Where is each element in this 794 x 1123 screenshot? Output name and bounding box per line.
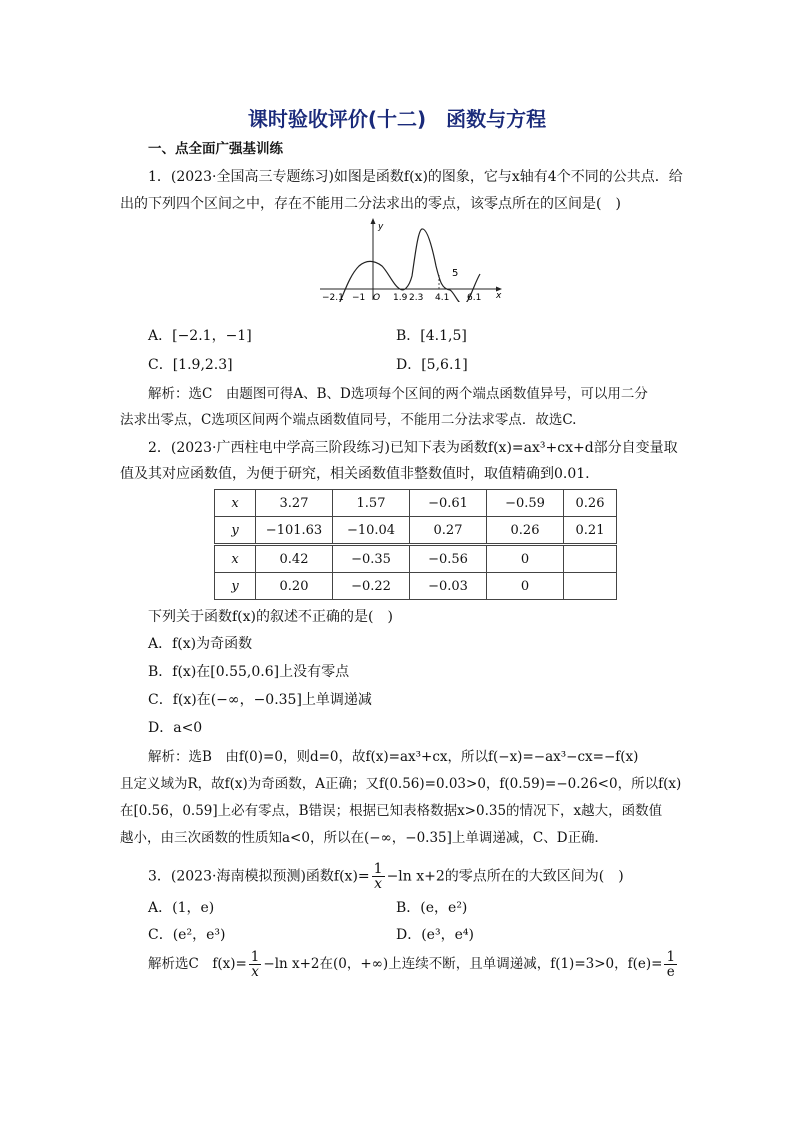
q1-option-a: A．[−2.1，−1] [148, 328, 252, 344]
q2-option-c: C．f(x)在(−∞，−0.35]上单调递减 [148, 692, 372, 708]
q3-analysis-fraction-numerator: 1 [250, 949, 260, 965]
tick-origin: O [373, 293, 381, 302]
q2-value-table [214, 489, 617, 600]
q3-fraction-denominator: x [374, 876, 383, 892]
q3-stem [148, 862, 624, 891]
table-cell: 0.27 [410, 517, 487, 545]
table-cell: 0.26 [564, 490, 617, 517]
q3-analysis-prefix: 解析选C f(x)= [148, 956, 247, 972]
table-cell: 0.21 [564, 517, 617, 545]
q3-option-c: C．(e²，e³) [148, 927, 226, 943]
table-cell: y [215, 573, 256, 600]
table-cell: x [215, 490, 256, 517]
q3-option-a: A．(1，e) [148, 900, 215, 916]
q3-analysis-suffix: −ln x+2在(0，+∞)上连续不断，且单调递减，f(1)=3>0，f(e)= [263, 956, 663, 972]
q2-prompt: 下列关于函数f(x)的叙述不正确的是( ) [148, 609, 393, 625]
q3-analysis [148, 950, 677, 979]
q1-analysis-line1: 解析：选C 由题图可得A、B、D选项每个区间的两个端点函数值异号，可以用二分 [148, 386, 648, 402]
table-cell: −10.04 [333, 517, 410, 545]
tick-neg-2-1: −2.1 [322, 293, 344, 302]
y-axis-arrow [371, 218, 376, 224]
table-cell: −0.61 [410, 490, 487, 517]
table-cell: 3.27 [256, 490, 333, 517]
point-5-label: 5 [452, 268, 459, 279]
q2-analysis-line3: 在[0.56，0.59]上必有零点，B错误；根据已知表格数据x>0.35的情况下，x越大，函数值 [120, 803, 663, 819]
q1-option-b: B．[4.1,5] [396, 328, 467, 344]
table-cell: −0.03 [410, 573, 487, 600]
table-row [215, 490, 617, 517]
tick-6-1: 6.1 [467, 293, 482, 302]
function-curve [338, 229, 480, 302]
table-cell: y [215, 517, 256, 545]
table-row [215, 517, 617, 545]
q2-option-d: D．a<0 [148, 720, 203, 736]
q2-option-b: B．f(x)在[0.55,0.6]上没有零点 [148, 664, 350, 680]
q1-stem-line2: 出的下列四个区间之中，存在不能用二分法求出的零点，该零点所在的区间是( ) [120, 196, 621, 212]
page-title: 课时验收评价(十二) 函数与方程 [247, 107, 547, 131]
q3-fraction-numerator: 1 [373, 861, 383, 877]
q2-analysis-line1: 解析：选B 由f(0)=0，则d=0，故f(x)=ax³+cx，所以f(−x)=−ax³−cx=−f(x) [148, 749, 639, 765]
table-row [215, 545, 617, 573]
q3-analysis-tail-denominator: e [666, 964, 675, 980]
table-cell: 0 [487, 545, 564, 573]
tick-1-9: 1.9 [393, 293, 408, 302]
q2-analysis-line4: 越小，由三次函数的性质知a<0，所以在(−∞，−0.35]上单调递减，C、D正确． [120, 830, 609, 846]
q3-analysis-tail-numerator: 1 [666, 949, 676, 965]
q1-option-d: D．[5,6.1] [396, 357, 468, 373]
q3-analysis-tail-fraction [664, 950, 677, 979]
table-cell: 0.26 [487, 517, 564, 545]
x-axis-label: x [496, 291, 502, 301]
table-cell: −101.63 [256, 517, 333, 545]
table-cell: 1.57 [333, 490, 410, 517]
table-cell: 0.20 [256, 573, 333, 600]
q3-option-b: B．(e，e²) [396, 900, 468, 916]
table-row [215, 573, 617, 600]
q1-analysis-line2: 法求出零点，C选项区间两个端点函数值同号，不能用二分法求零点．故选C. [120, 412, 577, 428]
tick-4-1: 4.1 [435, 293, 450, 302]
q3-fraction [372, 862, 385, 891]
q3-option-d: D．(e³，e⁴) [396, 927, 474, 943]
q1-function-graph [316, 216, 506, 302]
q2-option-a: A．f(x)为奇函数 [148, 636, 253, 652]
q3-analysis-fraction [249, 950, 262, 979]
q1-option-c: C．[1.9,2.3] [148, 357, 233, 373]
table-cell: x [215, 545, 256, 573]
table-cell: 0 [487, 573, 564, 600]
table-cell [564, 545, 617, 573]
tick-2-3: 2.3 [409, 293, 424, 302]
section-heading: 一、点全面广强基训练 [148, 141, 283, 157]
q3-stem-prefix: 3．(2023·海南模拟预测)函数f(x)= [148, 868, 370, 885]
q2-stem-line1: 2．(2023·广西柱电中学高三阶段练习)已知下表为函数f(x)=ax³+cx+d部分自变量取 [148, 440, 678, 456]
q3-stem-suffix: −ln x+2的零点所在的大致区间为( ) [386, 868, 624, 885]
q2-analysis-line2: 且定义域为R，故f(x)为奇函数，A正确；又f(0.56)=0.03>0，f(0.59)=−0.26<0，所以f(x) [120, 776, 682, 792]
table-cell [564, 573, 617, 600]
table-cell: −0.56 [410, 545, 487, 573]
table-cell: −0.22 [333, 573, 410, 600]
q2-stem-line2: 值及其对应函数值，为便于研究，相关函数值非整数值时，取值精确到0.01. [120, 466, 590, 482]
y-axis-label: y [378, 222, 384, 232]
table-cell: 0.42 [256, 545, 333, 573]
q1-stem-line1: 1．(2023·全国高三专题练习)如图是函数f(x)的图象，它与x轴有4个不同的公共点．给 [148, 169, 683, 185]
q3-analysis-fraction-denominator: x [251, 964, 259, 980]
tick-neg-1: −1 [352, 293, 366, 302]
table-cell: −0.59 [487, 490, 564, 517]
table-cell: −0.35 [333, 545, 410, 573]
